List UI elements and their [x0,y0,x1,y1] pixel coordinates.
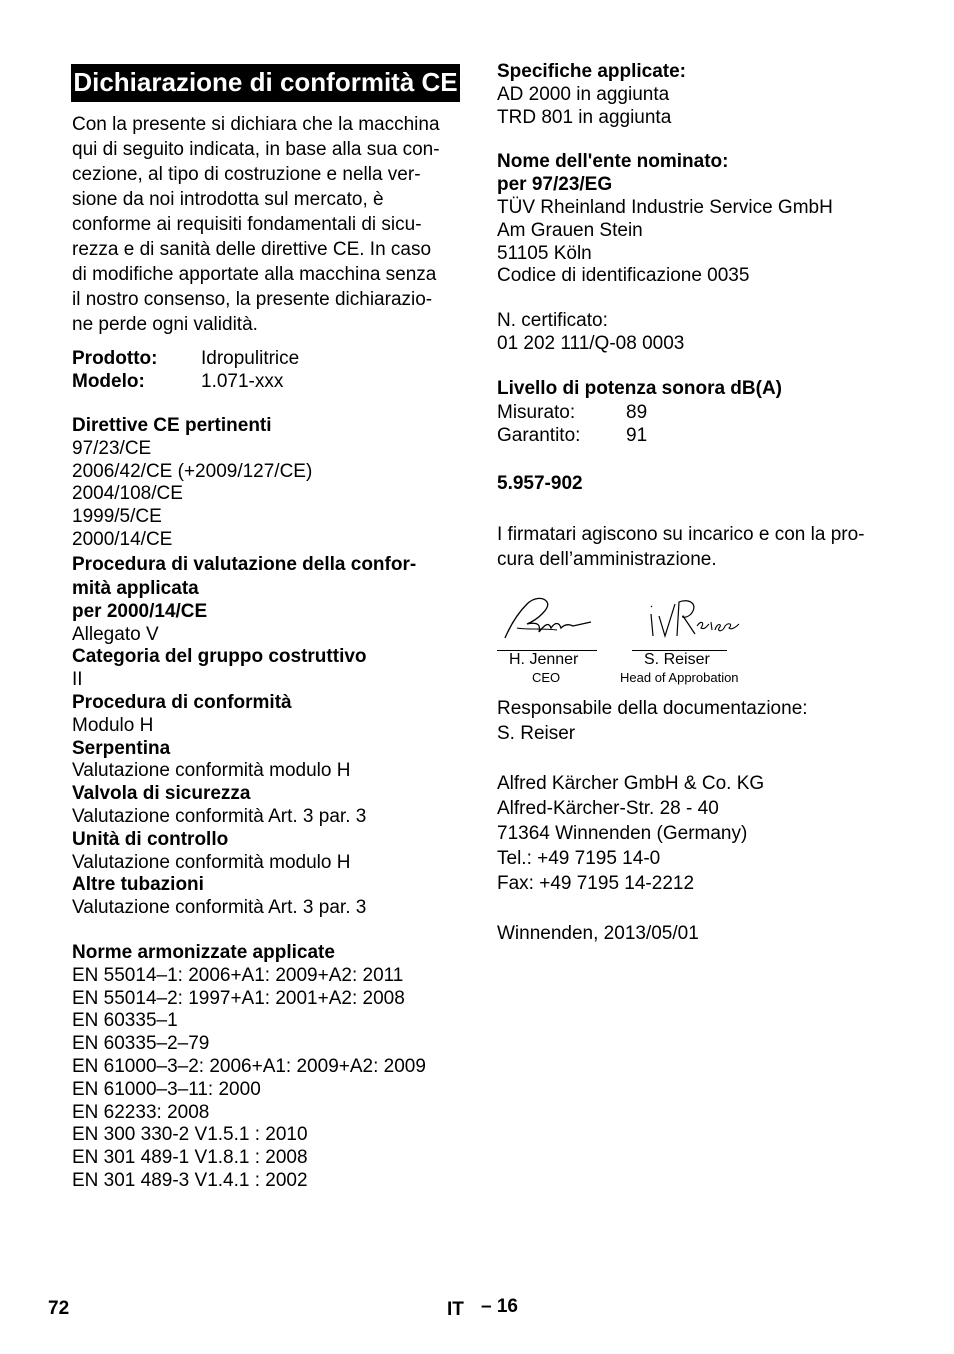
standards-section [72,942,460,1193]
certificate-label: N. certificato: [497,310,608,332]
procedure-heading: per 2000/14/CE [72,600,208,622]
signatories-line: cura dell’amministrazione. [497,549,717,571]
company-line: Alfred Kärcher GmbH & Co. KG [497,773,765,795]
certificate-section [497,310,897,356]
intro-line: di modifiche apportate alla macchina senza [72,264,437,285]
sound-heading: Livello di potenza sonora dB(A) [497,377,783,399]
procedure-heading: Valvola di sicurezza [72,783,251,805]
standard-item: EN 55014–1: 2006+A1: 2009+A2: 2011 [72,964,404,986]
product-value: Idropulitrice [201,348,300,369]
standard-item: EN 61000–3–11: 2000 [72,1078,261,1100]
signatories-text [497,522,897,572]
directive-item: 2000/14/CE [72,528,173,550]
documentation-label: Responsabile della documentazione: [497,698,808,720]
signature-role: CEO [532,670,561,686]
page-title-text: Dichiarazione di conformità CE [73,67,458,97]
notified-body-line: TÜV Rheinland Industrie Service GmbH [497,196,833,218]
procedure-heading: Categoria del gruppo costruttivo [72,646,367,668]
product-label: Prodotto: [72,348,158,369]
signature-jenner [497,594,597,687]
procedure-value: Valutazione conformità modulo H [72,760,351,782]
notified-body-subheading: per 97/23/EG [497,174,613,196]
standard-item: EN 61000–3–2: 2006+A1: 2009+A2: 2009 [72,1055,426,1077]
notified-body-line: Codice di identificazione 0035 [497,265,750,287]
intro-line: qui di seguito indicata, in base alla sua con- [72,139,440,160]
procedure-heading: Serpentina [72,737,171,759]
sound-measured-label: Misurato: [497,401,576,423]
signature-role: Head of Approbation [620,670,739,686]
specs-heading: Specifiche applicate: [497,61,687,82]
standard-item: EN 301 489-3 V1.4.1 : 2002 [72,1169,308,1191]
signature-jenner-image [497,594,597,642]
product-row [72,347,460,370]
doc-number-text: 5.957-902 [497,472,583,494]
procedure-value: II [72,669,83,691]
model-label: Modelo: [72,371,145,392]
company-section [497,771,897,896]
product-info [72,347,460,393]
model-row [72,370,460,393]
company-line: Fax: +49 7195 14-2212 [497,873,695,895]
intro-line: cezione, al tipo di costruzione e nella ver- [72,164,421,185]
intro-line: rezza e di sanità delle direttive CE. In caso [72,239,432,260]
standard-item: EN 60335–1 [72,1010,178,1032]
place-date: Winnenden, 2013/05/01 [497,923,699,945]
intro-line: il nostro consenso, la presente dichiarazio- [72,289,433,310]
footer-language: IT [447,1299,464,1320]
model-value: 1.071-xxx [201,371,284,392]
documentation-section [497,696,897,746]
procedure-value: Valutazione conformità modulo H [72,851,351,873]
standards-heading: Norme armonizzate applicate [72,941,335,963]
doc-number [497,473,897,496]
procedure-heading: Procedura di conformità [72,691,292,713]
notified-body-section [497,151,897,288]
company-line: Tel.: +49 7195 14-0 [497,848,661,870]
procedure-value: Valutazione conformità Art. 3 par. 3 [72,897,367,919]
company-line: Alfred-Kärcher-Str. 28 - 40 [497,798,719,820]
standard-item: EN 55014–2: 1997+A1: 2001+A2: 2008 [72,987,405,1009]
notified-body-heading: Nome dell'ente nominato: [497,151,729,173]
intro-line: Con la presente si dichiara che la macchina [72,114,440,135]
procedure-heading: Unità di controllo [72,828,229,850]
intro-line: conforme ai requisiti fondamentali di sicu- [72,214,422,235]
intro-line: sione da noi introdotta sul mercato, è [72,189,384,210]
intro-line: ne perde ogni validità. [72,314,258,335]
signature-name: H. Jenner [509,651,579,669]
notified-body-line: Am Grauen Stein [497,219,643,241]
signature-reiser-image [645,594,745,642]
place-date-section [497,921,897,946]
sound-guaranteed-label: Garantito: [497,424,581,446]
documentation-name: S. Reiser [497,723,576,745]
page-title [71,64,460,102]
sound-measured-row [497,401,897,424]
directive-item: 1999/5/CE [72,506,162,528]
standard-item: EN 62233: 2008 [72,1101,210,1123]
standard-item: EN 301 489-1 V1.8.1 : 2008 [72,1147,308,1169]
signatories-line: I firmatari agiscono su incarico e con la pro- [497,524,865,546]
spec-item: TRD 801 in aggiunta [497,106,672,128]
procedure-value: Allegato V [72,623,159,645]
procedure-heading: Procedura di valutazione della confor- [72,553,417,575]
procedures-section [72,552,460,920]
sound-measured-value: 89 [626,401,648,423]
sound-section [497,378,897,447]
directives-section [72,415,460,552]
specs-section [497,61,897,129]
standard-item: EN 60335–2–79 [72,1033,210,1055]
directive-item: 97/23/CE [72,437,152,459]
directive-item: 2006/42/CE (+2009/127/CE) [72,460,313,482]
signature-reiser [622,594,757,687]
procedure-heading: Altre tubazioni [72,874,204,896]
signature-name: S. Reiser [644,651,710,669]
procedure-heading: mità applicata [72,577,199,599]
sound-guaranteed-row [497,424,897,447]
sound-guaranteed-value: 91 [626,424,648,446]
footer-section-page: – 16 [481,1296,518,1317]
intro-paragraph [72,112,460,337]
directives-heading: Direttive CE pertinenti [72,415,272,436]
company-line: 71364 Winnenden (Germany) [497,823,748,845]
procedure-value: Modulo H [72,714,154,736]
procedure-value: Valutazione conformità Art. 3 par. 3 [72,805,367,827]
notified-body-line: 51105 Köln [497,242,592,264]
signature-area [497,586,897,696]
spec-item: AD 2000 in aggiunta [497,83,670,105]
right-column [497,61,897,946]
left-column [72,64,460,1193]
certificate-value: 01 202 111/Q-08 0003 [497,332,685,354]
directive-item: 2004/108/CE [72,483,183,505]
standard-item: EN 300 330-2 V1.5.1 : 2010 [72,1124,308,1146]
footer-page-number: 72 [48,1298,70,1319]
